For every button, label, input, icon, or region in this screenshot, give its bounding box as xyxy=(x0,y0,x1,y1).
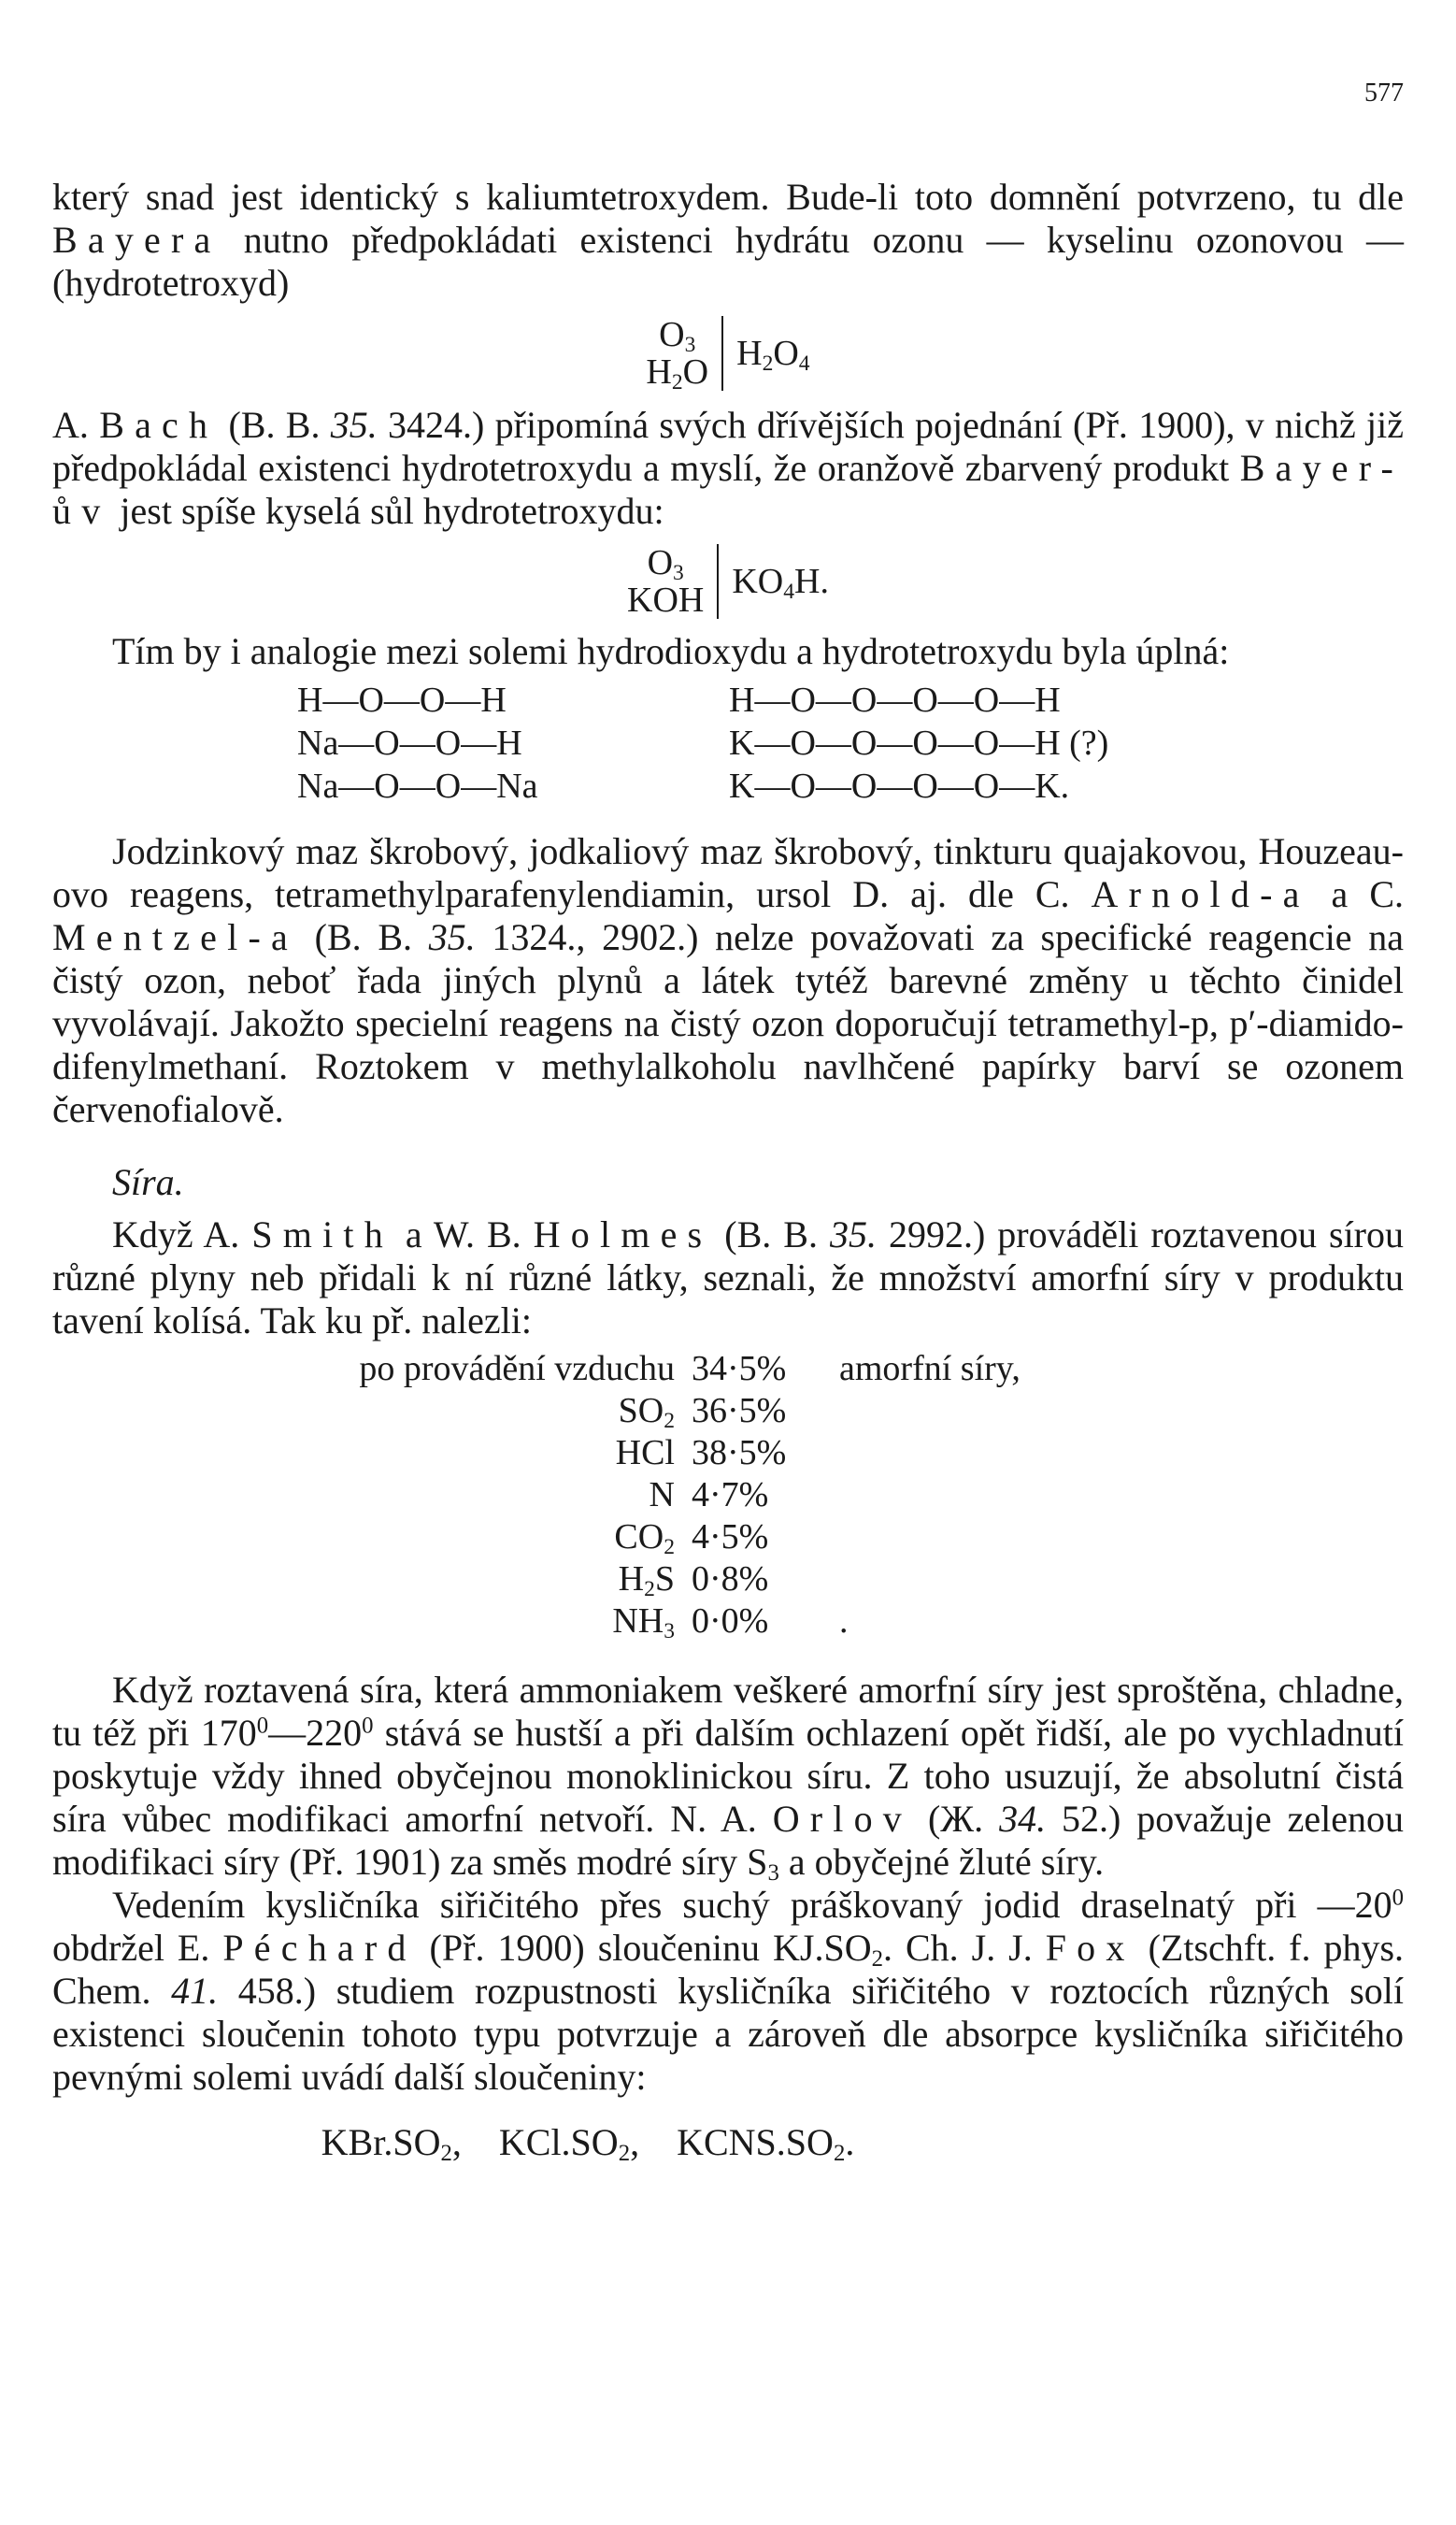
author-name: Arnold-a xyxy=(1091,873,1310,915)
paragraph-6: Když roztavená síra, která ammoniakem veškeré amorfní síry jest sproštěna, chladne, tu též při $170^0—220^0$ stává se hustší a při dalším ochlazení opět řidší, ale po vychladnutí poskytuje vždy ihned obyčejnou monoklinickou síru. Z toho usuzují, že absolutní čistá síra vůbec modifikaci amorfní netvoří. N. A. Orlov (Ж. 34. 52.) považuje zelenou modifikaci síry (Př. 1901) za směs modré síry $S_3$ a obyčejné žluté síry. xyxy=(52,1669,1405,1887)
paragraph-5: Když A. Smith a W. B. Holmes (B. B. 35. 2992.) prováděli roztavenou sírou různé plyny neb přidali k ní různé látky, seznali, že množství amorfní síry v produktu tavení kolísá. Tak ku př. nalezli: xyxy=(52,1213,1405,1341)
volume: 41. xyxy=(171,1970,219,2012)
structure-formula: Na—O—O—H xyxy=(297,724,522,763)
section-title: Síra. xyxy=(112,1161,184,1203)
structure-column-left xyxy=(297,679,729,808)
table-row xyxy=(52,1390,1404,1432)
paragraph-3: Tím by i analogie mezi solemi hydrodioxydu a hydrotetroxydu byla úplná: xyxy=(112,630,1230,672)
table-suffix: . xyxy=(839,1601,849,1641)
author-name: Péchard xyxy=(222,1927,417,1969)
table-label: $NH_3$ xyxy=(612,1601,675,1643)
structure-formula: H—O—O—O—O—H xyxy=(729,681,1061,720)
structure-formula: K—O—O—O—O—H (?) xyxy=(729,724,1109,763)
volume: 34. xyxy=(999,1798,1047,1840)
author-name: Bayer-ův xyxy=(52,447,1404,532)
author-name: Bach xyxy=(99,404,219,446)
final-formulas: $KBr.SO_2$, $KCl.SO_2$, $KCNS.SO_2$. xyxy=(321,2121,855,2167)
table-label: N xyxy=(649,1475,675,1514)
formula-hydrotetroxyd xyxy=(52,315,1404,395)
paragraph-1 xyxy=(52,176,1404,305)
author-name: Orlov xyxy=(772,1798,913,1840)
table-value: 4·5% xyxy=(692,1517,769,1557)
page-number: 577 xyxy=(1364,79,1404,108)
table-row xyxy=(52,1600,1404,1643)
table-value: 34·5% xyxy=(692,1349,787,1388)
body-text xyxy=(52,176,1405,2167)
table-row xyxy=(52,1432,1404,1474)
paragraph-2: A. Bach (B. B. 35. 3424.) připomíná svých dřívějších pojednání (Př. 1900), v nichž již předpokládal existenci hydrotetroxydu a myslí, že oranžově zbarvený produkt Bayer-ův jest spíše kyselá sůl hydrotetroxydu: xyxy=(52,404,1404,532)
volume: 35. xyxy=(829,1213,877,1255)
text: který snad jest identický s kaliumtetroxydem. Bude-li toto domnění potvrzeno, tu dle xyxy=(52,176,1404,218)
table-label: $SO_2$ xyxy=(618,1391,675,1433)
formula-ko4h xyxy=(52,544,1404,619)
table-label: po provádění vzduchu xyxy=(359,1349,675,1388)
sulfur-table xyxy=(52,1348,1404,1643)
table-row xyxy=(52,1348,1404,1390)
structure-formula: Na—O—O—Na xyxy=(297,767,538,806)
volume: 35. xyxy=(428,916,476,958)
table-label: $CO_2$ xyxy=(614,1517,675,1559)
formula-right: $KO_4H$. xyxy=(732,562,829,604)
paragraph-4: Jodzinkový maz škrobový, jodkaliový maz škrobový, tinkturu quajakovou, Houzeau-ovo reagens, tetramethylparafenylendiamin, ursol D. aj. dle C. Arnold-a a C. Mentzel-a (B. B. 35. 1324., 2902.) nelze považovati za specifické reagencie na čistý ozon, neboť řada jiných plynů a látek tytéž barevné změny u těchto činidel vyvolávají. Jakožto specielní reagens na čistý ozon doporučují tetramethyl-p, p′-diamido-difenylmethaní. Roztokem v methylalkoholu navlhčené papírky barví se ozonem červenofialově. xyxy=(52,830,1405,1130)
table-value: 36·5% xyxy=(692,1391,787,1430)
table-row xyxy=(52,1474,1404,1516)
author-name: Mentzel-a xyxy=(52,916,298,958)
author-name: Bayera xyxy=(52,219,221,261)
text: nutno předpokládati existenci hydrátu ozonu — kyselinu ozonovou — (hydrotetroxyd) xyxy=(52,219,1404,304)
author-name: Fox xyxy=(1045,1927,1135,1969)
structure-formula: H—O—O—H xyxy=(297,681,507,720)
table-row xyxy=(52,1558,1404,1600)
structure-column-right xyxy=(729,679,1161,808)
formula-left: $O_3$ $H_2O$ xyxy=(646,316,723,391)
table-value: 4·7% xyxy=(692,1475,769,1514)
table-suffix: amorfní síry, xyxy=(839,1349,1021,1388)
volume: 35. xyxy=(330,404,378,446)
structure-formula: K—O—O—O—O—K. xyxy=(729,767,1070,806)
formula-left: $O_3$ KOH xyxy=(627,544,719,619)
table-value: 38·5% xyxy=(692,1433,787,1472)
table-row xyxy=(52,1516,1404,1558)
structure-formulas xyxy=(297,679,1404,808)
table-label: $H_2S$ xyxy=(618,1559,675,1601)
table-value: 0·0% xyxy=(692,1601,769,1641)
paragraph-7: Vedením kysličníka siřičitého přes suchý práškovaný jodid draselnatý při $—20^0$ obdržel E. Péchard (Př. 1900) sloučeninu $KJ.SO_2$. Ch. J. J. Fox (Ztschft. f. phys. Chem. 41. 458.) studiem rozpustnosti kysličníka siřičitého v roztocích různých solí existenci sloučenin tohoto typu potvrzuje a zároveň dle absorpce kysličníka siřičitého pevnými solemi uvádí další sloučeniny: xyxy=(52,1884,1405,2098)
table-value: 0·8% xyxy=(692,1559,769,1599)
author-name: Holmes xyxy=(533,1213,713,1255)
table-label: HCl xyxy=(615,1433,675,1472)
formula-right: $H_2O_4$ xyxy=(736,334,810,376)
author-name: Smith xyxy=(251,1213,393,1255)
